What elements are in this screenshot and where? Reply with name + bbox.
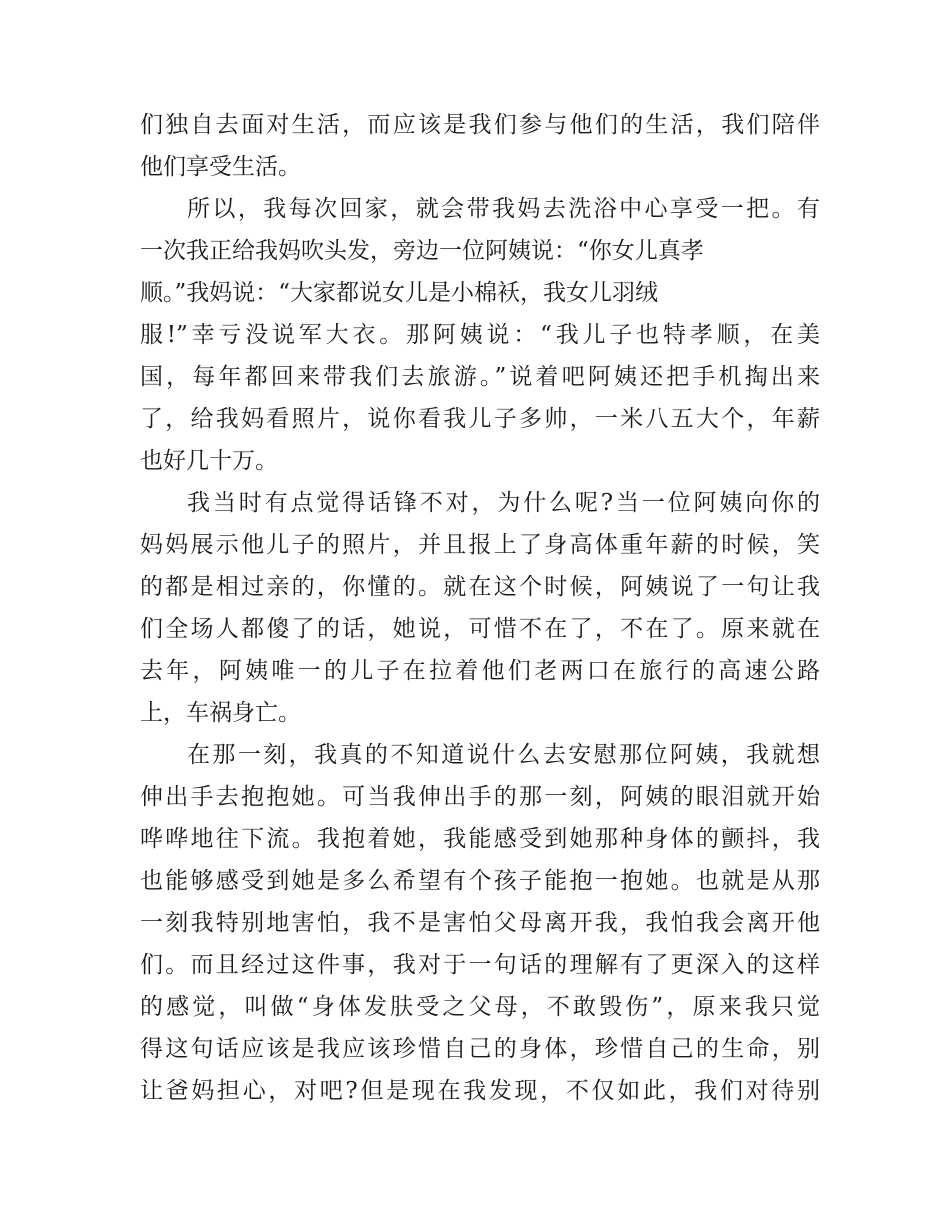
text-line: 们。而且经过这件事，我对于一句话的理解有了更深入的这样 <box>140 952 820 978</box>
text-line: 也能够感受到她是多么希望有个孩子能抱一抱她。也就是从那 <box>140 868 820 894</box>
text-line: 国，每年都回来带我们去旅游。”说着吧阿姨还把手机掏出来 <box>140 364 820 390</box>
text-line: 在那一刻，我真的不知道说什么去安慰那位阿姨，我就想 <box>187 742 820 768</box>
text-line: 一刻我特别地害怕，我不是害怕父母离开我，我怕我会离开他 <box>140 910 820 936</box>
text-line: 得这句话应该是我应该珍惜自己的身体，珍惜自己的生命，别 <box>140 1036 820 1062</box>
text-line: 妈妈展示他儿子的照片，并且报上了身高体重年薪的时候，笑 <box>140 532 820 558</box>
text-line: 们独自去面对生活，而应该是我们参与他们的生活，我们陪伴 <box>140 112 820 138</box>
text-line: 上，车祸身亡。 <box>140 700 301 726</box>
text-line: 服!”幸亏没说军大衣。那阿姨说：“我儿子也特孝顺，在美 <box>140 322 820 348</box>
text-line: 们全场人都傻了的话，她说，可惜不在了，不在了。原来就在 <box>140 616 820 642</box>
text-line: 了，给我妈看照片，说你看我儿子多帅，一米八五大个，年薪 <box>140 406 820 432</box>
text-line: 也好几十万。 <box>140 448 278 474</box>
text-line: 顺。”我妈说：“大家都说女儿是小棉袄，我女儿羽绒 <box>140 280 659 306</box>
text-line: 伸出手去抱抱她。可当我伸出手的那一刻，阿姨的眼泪就开始 <box>140 784 820 810</box>
text-line: 哗哗地往下流。我抱着她，我能感受到她那种身体的颤抖，我 <box>140 826 820 852</box>
body-text <box>140 104 820 1112</box>
text-line: 我当时有点觉得话锋不对，为什么呢?当一位阿姨向你的 <box>187 490 820 516</box>
text-line: 他们享受生活。 <box>140 154 301 180</box>
text-line: 的感觉，叫做“身体发肤受之父母，不敢毁伤”，原来我只觉 <box>140 994 820 1020</box>
text-line: 一次我正给我妈吹头发，旁边一位阿姨说：“你女儿真孝 <box>140 238 704 264</box>
text-line: 的都是相过亲的，你懂的。就在这个时候，阿姨说了一句让我 <box>140 574 820 600</box>
text-line: 去年，阿姨唯一的儿子在拉着他们老两口在旅行的高速公路 <box>140 658 820 684</box>
text-line: 所以，我每次回家，就会带我妈去洗浴中心享受一把。有 <box>187 196 820 222</box>
text-line: 让爸妈担心，对吧?但是现在我发现，不仅如此，我们对待别 <box>140 1078 820 1104</box>
